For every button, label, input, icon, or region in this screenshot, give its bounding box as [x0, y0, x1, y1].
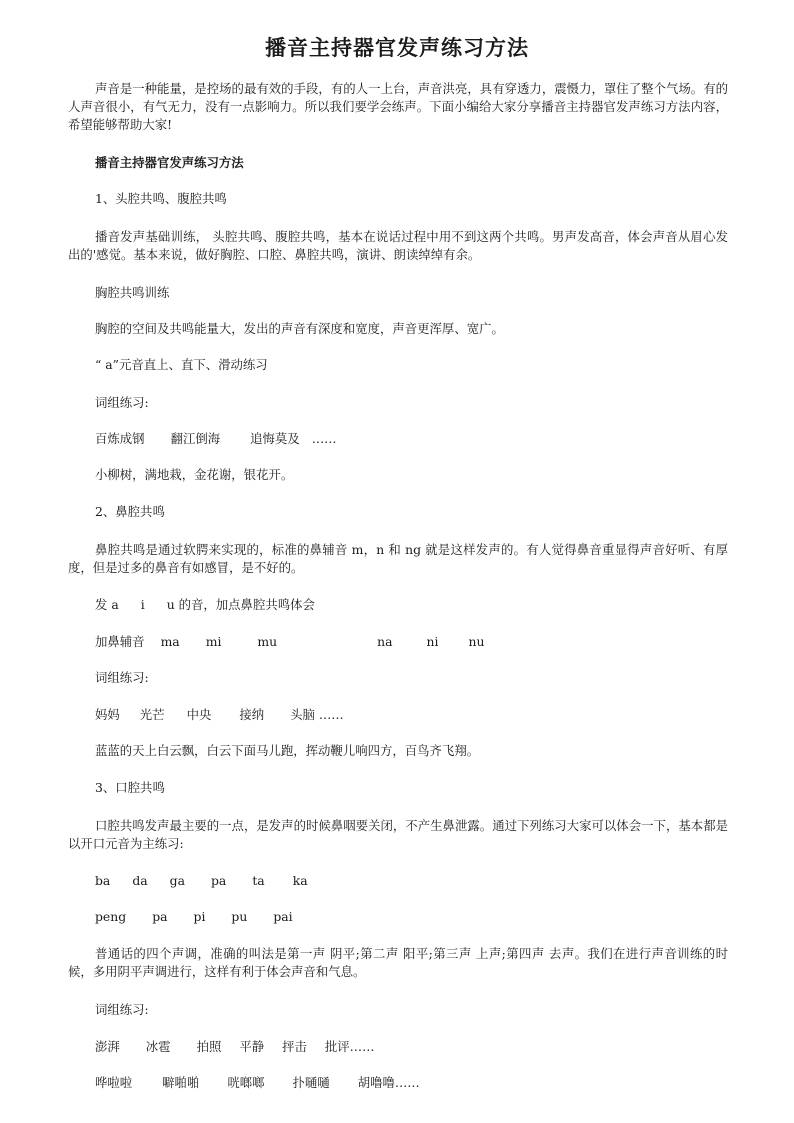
word-item: 追悔莫及: [250, 431, 300, 446]
s2-word-label: 词组练习:: [95, 670, 149, 685]
word-item: 拍照: [196, 1039, 222, 1054]
word-item: 胡噜噜……: [357, 1075, 420, 1090]
syllable-row-1: [95, 872, 308, 890]
syllable: ta: [252, 873, 265, 888]
syllable: nu: [468, 634, 485, 649]
syllable: ba: [95, 873, 111, 888]
syllable: pu: [231, 909, 248, 924]
page-title: 播音主持器官发声练习方法: [265, 36, 529, 60]
syllable: pai: [273, 909, 293, 924]
s3-paragraph: 口腔共鸣发声最主要的一点，是发声的时候鼻咽要关闭，不产生鼻泄露。通过下列练习大家可以体会一下，基本都是以开口元音为主练习:: [68, 818, 728, 851]
s2-paragraph: 鼻腔共鸣是通过软腭来实现的，标准的鼻辅音 m，n 和 ng 就是这样发声的。有人觉得鼻音重显得声音好听、有厚度，但是过多的鼻音有如感冒，是不好的。: [68, 542, 728, 575]
syllable: peng: [95, 909, 127, 924]
chest-paragraph: 胸腔的空间及共鸣能量大，发出的声音有深度和宽度，声音更浑厚、宽广。: [95, 321, 504, 336]
section-heading: 播音主持器官发声练习方法: [95, 155, 244, 170]
word-item: 百炼成钢: [95, 431, 145, 446]
s1-heading: 1、头腔共鸣、腹腔共鸣: [95, 191, 227, 206]
s3-word-list-1: [95, 1038, 374, 1056]
syllable: pa: [152, 909, 168, 924]
syllable: ma: [160, 634, 180, 649]
s1-word-list: [95, 430, 336, 448]
tones-paragraph: 普通话的四个声调，准确的叫法是第一声 阴平;第二声 阳平;第三声 上声;第四声 去声。我们在进行声音训练的时候，多用阴平声调进行，这样有利于体会声音和气息。: [68, 946, 728, 979]
syllable: ka: [292, 873, 308, 888]
word-item: 噼啪啪: [162, 1075, 200, 1090]
chest-heading: 胸腔共鸣训练: [95, 285, 170, 300]
s2-sentence: 蓝蓝的天上白云飘，白云下面马儿跑，挥动鞭儿响四方，百鸟齐飞翔。: [95, 743, 480, 758]
word-item: 批评……: [324, 1039, 375, 1054]
syllable: na: [377, 634, 393, 649]
syllable: pa: [210, 873, 227, 888]
s2-word-list: [95, 706, 344, 724]
s1-sentence: 小柳树，满地栽，金花谢，银花开。: [95, 467, 294, 482]
nasal-label: 加鼻辅音: [95, 634, 145, 649]
word-item: 翻江倒海: [170, 431, 221, 446]
vowel-item: u 的音，加点鼻腔共鸣体会: [166, 597, 315, 612]
word-item: 头脑 ……: [290, 707, 344, 722]
word-item: 冰雹: [145, 1039, 171, 1054]
syllable-row-2: [95, 908, 293, 926]
word-item: 中央: [186, 707, 212, 722]
vowel-nasal-line: [95, 596, 315, 614]
s2-heading: 2、鼻腔共鸣: [95, 504, 165, 519]
vowel-item: i: [140, 597, 145, 612]
word-item: 接纳: [239, 707, 265, 722]
syllable: ni: [426, 634, 439, 649]
s3-word-label: 词组练习:: [95, 1002, 149, 1017]
word-item: 妈妈: [95, 707, 120, 722]
word-item: ……: [311, 431, 337, 446]
word-item: 咣啷啷: [227, 1075, 265, 1090]
word-item: 平静: [239, 1039, 265, 1054]
word-item: 扑嗵嗵: [292, 1075, 330, 1090]
s1-word-label: 词组练习:: [95, 395, 149, 410]
s1-paragraph: 播音发声基础训练， 头腔共鸣、腹腔共鸣，基本在说话过程中用不到这两个共鸣。男声发高音，体会声音从眉心发出的'感觉。基本来说，做好胸腔、口腔、鼻腔共鸣，演讲、朗读绰绰有余。: [68, 229, 728, 262]
word-item: 光芒: [139, 707, 165, 722]
s3-word-list-2: [95, 1074, 420, 1092]
vowel-item: 发 a: [95, 597, 119, 612]
s3-heading: 3、口腔共鸣: [95, 780, 165, 795]
syllable: da: [132, 873, 148, 888]
vowel-practice-line: “ a”元音直上、直下、滑动练习: [95, 357, 268, 372]
word-item: 抨击: [282, 1039, 307, 1054]
syllable: mi: [205, 634, 222, 649]
word-item: 哗啦啦: [95, 1075, 133, 1090]
intro-paragraph: 声音是一种能量，是控场的最有效的手段，有的人一上台，声音洪亮，具有穿透力，震慑力，罩住了整个气场。有的人声音很小，有气无力，没有一点影响力。所以我们要学会练声。下面小编给大家分享播音主持器官发声练习方法内容，希望能够帮助大家!: [68, 81, 728, 132]
syllable: mu: [257, 634, 278, 649]
word-item: 澎湃: [95, 1039, 120, 1054]
syllable: pi: [193, 909, 206, 924]
nasal-consonant-line: [95, 633, 484, 651]
syllable: ga: [169, 873, 185, 888]
